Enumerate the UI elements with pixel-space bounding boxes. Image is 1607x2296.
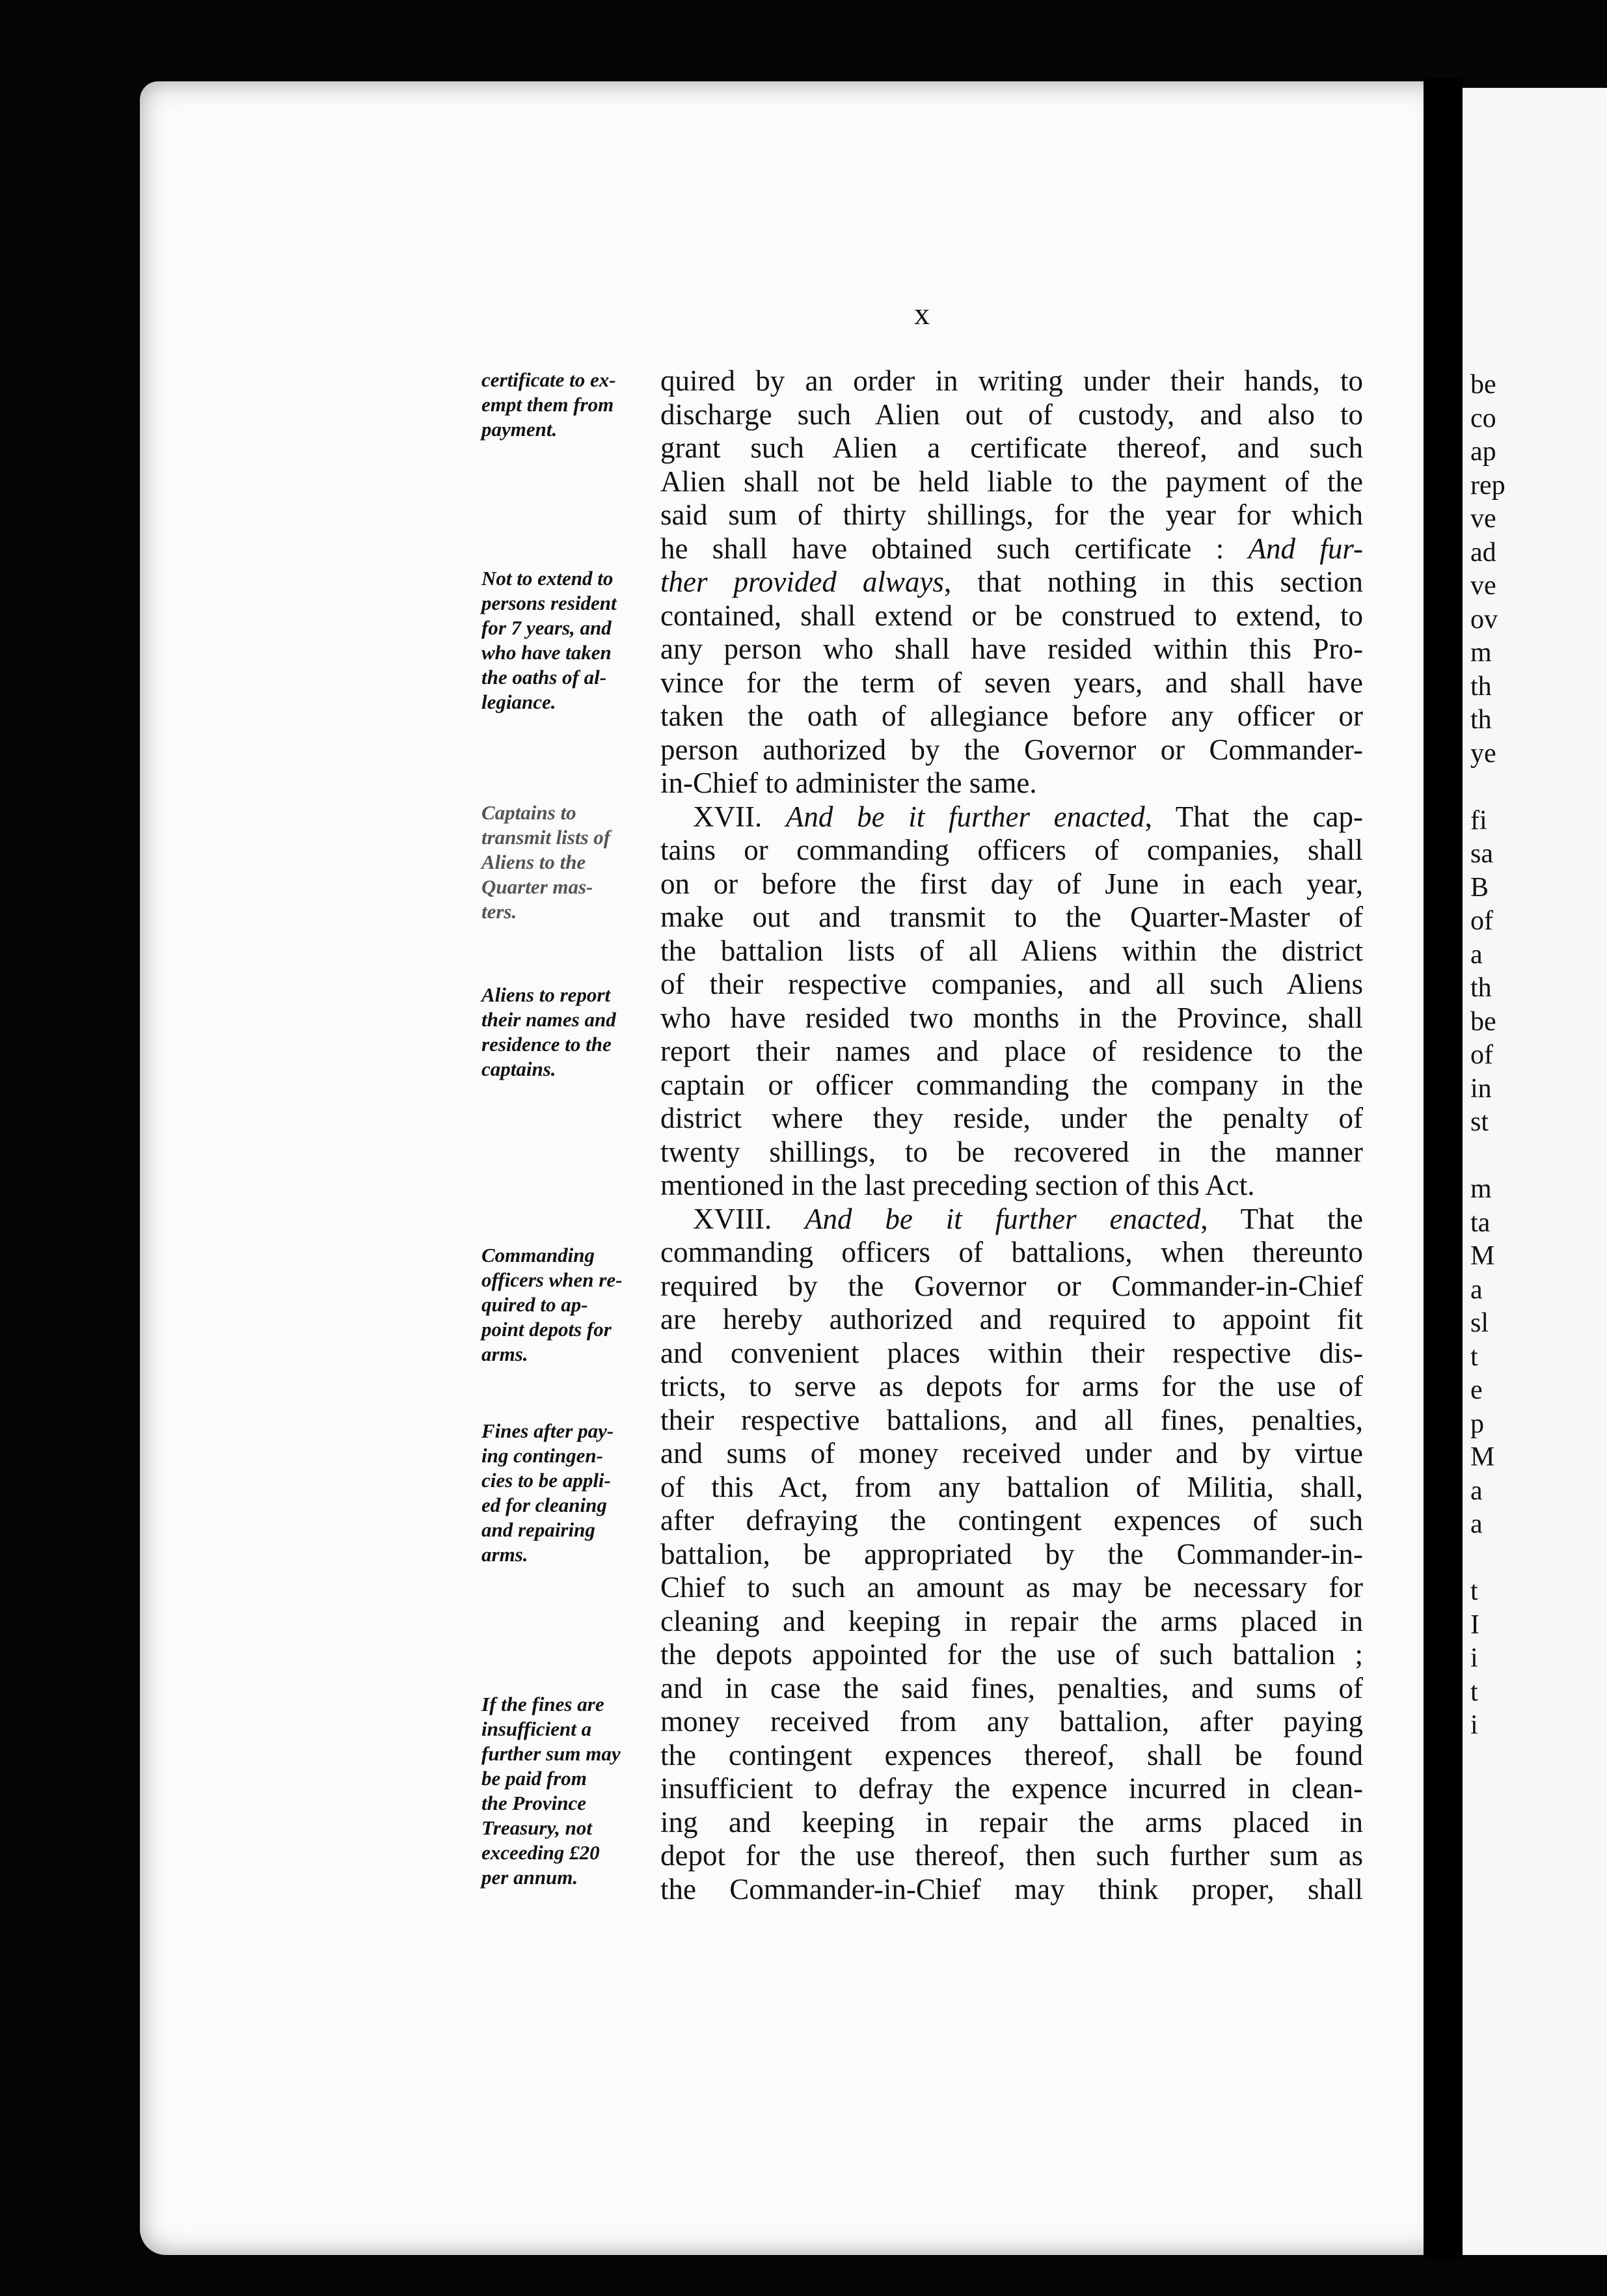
text-line: on or before the first day of June in each year, xyxy=(660,867,1363,900)
text-line: of this Act, from any battalion of Militia, shall, xyxy=(660,1470,1363,1503)
text-line: XVIII. And be it further enacted, That the xyxy=(693,1202,1363,1235)
facing-page-fragment: be xyxy=(1470,370,1496,400)
facing-page-fragment: rep xyxy=(1470,470,1506,500)
text-line: commanding officers of battalions, when thereunto xyxy=(660,1236,1363,1268)
text-line: tricts, to serve as depots for arms for the use of xyxy=(660,1370,1363,1402)
text-line: are hereby authorized and required to appoint fit xyxy=(660,1303,1363,1335)
margin-note: Fines after pay- ing contingen- cies to be appli- ed for cleaning and repairing arms. xyxy=(481,1419,614,1566)
facing-page-fragment: I xyxy=(1470,1609,1479,1640)
text-line: depot for the use thereof, then such further sum as xyxy=(660,1839,1363,1872)
text-line: ing and keeping in repair the arms placed in xyxy=(660,1805,1363,1838)
text-line: discharge such Alien out of custody, and also to xyxy=(660,398,1363,431)
facing-page-fragment: ap xyxy=(1470,437,1496,467)
text-line: report their names and place of residence to the xyxy=(660,1035,1363,1067)
facing-page-fragment: t xyxy=(1470,1341,1478,1372)
facing-page-fragment: fi xyxy=(1470,805,1487,836)
facing-page-fragment: t xyxy=(1470,1576,1478,1606)
text-line: captain or officer commanding the company in the xyxy=(660,1068,1363,1101)
text-line: tains or commanding officers of companies, shall xyxy=(660,834,1363,866)
facing-page-fragment: m xyxy=(1470,638,1492,668)
text-line: vince for the term of seven years, and shall have xyxy=(660,666,1363,699)
facing-page-fragment: p xyxy=(1470,1408,1484,1439)
text-line: said sum of thirty shillings, for the year for which xyxy=(660,499,1363,531)
text-line: grant such Alien a certificate thereof, and such xyxy=(660,431,1363,464)
text-line: and sums of money received under and by virtue xyxy=(660,1437,1363,1469)
body-text xyxy=(660,364,1363,1906)
facing-page-fragment: th xyxy=(1470,973,1492,1003)
facing-page-fragment: B xyxy=(1470,872,1489,903)
facing-page-fragment: a xyxy=(1470,1475,1483,1506)
facing-page-fragment: be xyxy=(1470,1006,1496,1037)
text-line: of their respective companies, and all such Aliens xyxy=(660,968,1363,1000)
facing-page-edge xyxy=(1463,88,1607,2255)
facing-page-fragment: a xyxy=(1470,1509,1483,1539)
text-line: contained, shall extend or be construed to extend, to xyxy=(660,599,1363,632)
text-line: insufficient to defray the expence incurred in clean- xyxy=(660,1772,1363,1805)
book-gutter xyxy=(1424,78,1463,2258)
facing-page-fragment: M xyxy=(1470,1442,1495,1472)
text-line: person authorized by the Governor or Commander- xyxy=(660,733,1363,766)
facing-page-fragment: ve xyxy=(1470,571,1496,601)
text-line: who have resided two months in the Province, shall xyxy=(660,1001,1363,1034)
text-line: the battalion lists of all Aliens within the district xyxy=(660,934,1363,967)
text-line: ther provided always, that nothing in this section xyxy=(660,566,1363,598)
text-line: quired by an order in writing under their hands, to xyxy=(660,364,1363,397)
facing-page-fragment: ve xyxy=(1470,504,1496,534)
margin-note: If the fines are insufficient a further sum may be paid from the Province Treasury, not exceeding £20 per annum. xyxy=(481,1693,621,1889)
margin-note: Commanding officers when re- quired to ap- point depots for arms. xyxy=(481,1244,623,1365)
text-line: after defraying the contingent expences of such xyxy=(660,1504,1363,1537)
text-line: and in case the said fines, penalties, and sums of xyxy=(660,1671,1363,1704)
facing-page-fragment: sl xyxy=(1470,1308,1489,1338)
margin-note: Aliens to report their names and residence to the captains. xyxy=(481,983,616,1080)
page-number: x xyxy=(914,297,930,331)
facing-page-fragment: co xyxy=(1470,403,1496,433)
margin-note: certificate to ex- empt them from payment. xyxy=(481,368,616,441)
text-line: the depots appointed for the use of such battalion ; xyxy=(660,1638,1363,1671)
facing-page-fragment: ad xyxy=(1470,537,1496,567)
facing-page-fragment: M xyxy=(1470,1241,1495,1271)
margin-note: Captains to transmit lists of Aliens to the Quarter mas- ters. xyxy=(481,801,611,923)
facing-page-fragment: i xyxy=(1470,1710,1478,1740)
facing-page-fragment: i xyxy=(1470,1643,1478,1673)
text-line: twenty shillings, to be recovered in the manner xyxy=(660,1135,1363,1168)
facing-page-fragment: of xyxy=(1470,906,1493,936)
text-line: in-Chief to administer the same. xyxy=(660,767,1037,799)
facing-page-fragment: t xyxy=(1470,1676,1478,1707)
text-line: and convenient places within their respective dis- xyxy=(660,1336,1363,1369)
text-line: required by the Governor or Commander-in-Chief xyxy=(660,1269,1363,1302)
facing-page-fragment: th xyxy=(1470,705,1492,735)
text-line: their respective battalions, and all fines, penalties, xyxy=(660,1403,1363,1436)
text-line: Alien shall not be held liable to the payment of the xyxy=(660,465,1363,498)
facing-page-fragment: ye xyxy=(1470,738,1496,769)
facing-page-fragment: in xyxy=(1470,1073,1492,1104)
facing-page-fragment: sa xyxy=(1470,839,1493,869)
facing-page-fragment: th xyxy=(1470,671,1492,702)
text-line: the Commander-in-Chief may think proper, shall xyxy=(660,1872,1363,1906)
facing-page-fragment: ov xyxy=(1470,604,1498,635)
facing-page-fragment: ta xyxy=(1470,1207,1491,1238)
text-line: the contingent expences thereof, shall be found xyxy=(660,1738,1363,1771)
facing-page-fragment: st xyxy=(1470,1107,1489,1137)
text-line: mentioned in the last preceding section of this Act. xyxy=(660,1169,1255,1201)
text-line: money received from any battalion, after paying xyxy=(660,1705,1363,1738)
text-line: taken the oath of allegiance before any officer or xyxy=(660,700,1363,732)
facing-page-fragment: m xyxy=(1470,1174,1492,1204)
text-line: make out and transmit to the Quarter-Master of xyxy=(660,901,1363,933)
facing-page-fragment: e xyxy=(1470,1375,1483,1405)
text-line: cleaning and keeping in repair the arms placed in xyxy=(660,1604,1363,1637)
facing-page-fragment: a xyxy=(1470,939,1483,970)
margin-note: Not to extend to persons resident for 7 years, and who have taken the oaths of al- legiance. xyxy=(481,567,617,713)
text-line: he shall have obtained such certificate : And fur- xyxy=(660,532,1363,565)
text-line: district where they reside, under the penalty of xyxy=(660,1102,1363,1134)
text-line: battalion, be appropriated by the Commander-in- xyxy=(660,1537,1363,1570)
text-line: any person who shall have resided within this Pro- xyxy=(660,633,1363,665)
text-line: Chief to such an amount as may be necessary for xyxy=(660,1571,1363,1604)
text-line: XVII. And be it further enacted, That the cap- xyxy=(693,800,1363,833)
facing-page-fragment: of xyxy=(1470,1040,1493,1070)
facing-page-fragment: a xyxy=(1470,1274,1483,1305)
